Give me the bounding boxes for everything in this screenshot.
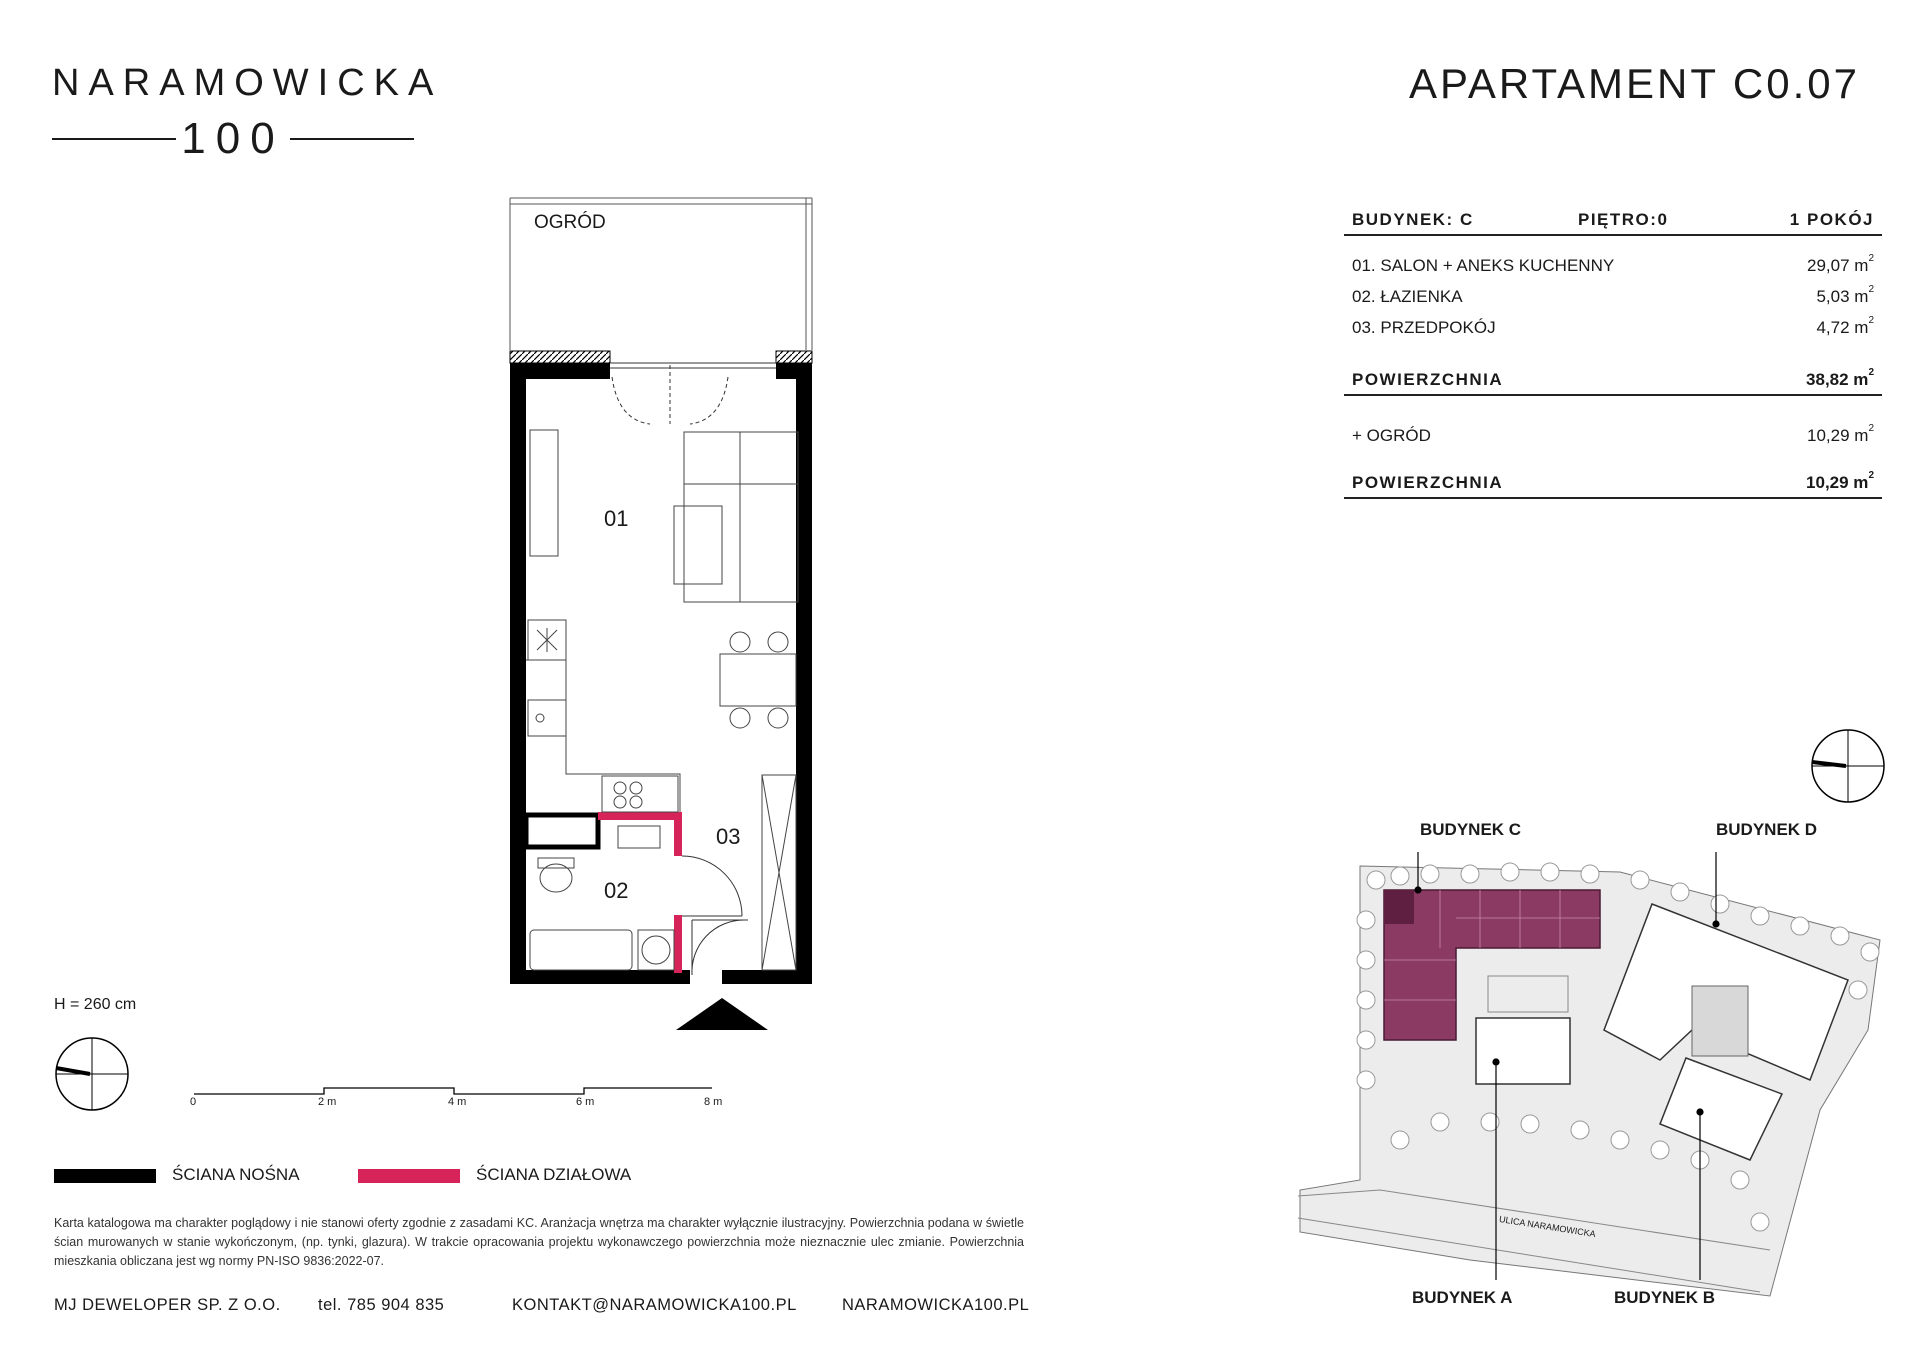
phone-link[interactable]: tel. 785 904 835 — [318, 1296, 445, 1314]
legend-load-bearing: ŚCIANA NOŚNA — [172, 1165, 300, 1184]
partition-swatch — [358, 1169, 460, 1183]
company-name: MJ DEWELOPER SP. Z O.O. — [54, 1296, 281, 1314]
building-label: BUDYNEK: C — [1352, 210, 1474, 229]
compass-icon — [56, 1038, 128, 1110]
site-label-building-d: BUDYNEK D — [1716, 820, 1818, 839]
scale-label: 4 m — [448, 1096, 467, 1108]
room-label-02: 02 — [604, 878, 629, 903]
scale-label: 8 m — [704, 1096, 723, 1108]
room-name: 02. ŁAZIENKA — [1352, 287, 1463, 306]
garden-total-area: 10,29 $m^2$ — [1806, 470, 1874, 492]
street-label: ULICA NARAMOWICKA — [1498, 1214, 1597, 1240]
brand-name: NARAMOWICKA — [52, 62, 443, 104]
email-link[interactable]: KONTAKT@NARAMOWICKA100.PL — [512, 1296, 797, 1314]
load-bearing-swatch — [54, 1169, 156, 1183]
room-area: 4,72 $m^2$ — [1816, 315, 1874, 337]
load-bearing-walls — [510, 351, 812, 984]
garden-label: + OGRÓD — [1352, 426, 1431, 445]
apartment-title: APARTAMENT C0.07 — [1408, 60, 1860, 107]
scale-label: 0 — [190, 1096, 197, 1108]
website-link[interactable]: NARAMOWICKA100.PL — [842, 1296, 1030, 1314]
entrance-arrow-icon — [676, 998, 768, 1030]
garden-total-label: POWIERZCHNIA — [1352, 473, 1504, 492]
scale-bar — [194, 1088, 712, 1094]
disclaimer: Karta katalogowa ma charakter poglądowy i nie stanowi oferty zgodnie z zasadami KC. Aranżacja wnętrza ma charakter wyłącznie ilustracyjny. Powierzchnia podana w świetle ścian murowanych w stanie wykończonym, (np. tynki, glazura). W trakcie opracowania projektu wykonawczego powierzchnia może nieznacznie ulec zmianie. Powierzchnia mieszkania obliczana jest wg normy PN-ISO 9836:2022-07. — [54, 1216, 1024, 1268]
room-name: 03. PRZEDPOKÓJ — [1352, 318, 1496, 337]
room-name: 01. SALON + ANEKS KUCHENNY — [1352, 256, 1615, 275]
room-area: 29,07 $m^2$ — [1807, 253, 1874, 275]
room-label-03: 03 — [716, 824, 741, 849]
total-label: POWIERZCHNIA — [1352, 370, 1504, 389]
site-label-building-a: BUDYNEK A — [1412, 1288, 1513, 1307]
furniture — [526, 430, 798, 970]
floor-label: PIĘTRO:0 — [1578, 210, 1669, 229]
room-label-01: 01 — [604, 506, 629, 531]
door-swings — [612, 365, 748, 975]
garden-label: OGRÓD — [534, 212, 606, 233]
total-area: 38,82 $m^2$ — [1806, 367, 1874, 389]
brand-number-text: 100 — [181, 114, 285, 163]
scale-label: 6 m — [576, 1096, 595, 1108]
ceiling-height: H = 260 cm — [54, 996, 137, 1013]
compass-icon — [1812, 730, 1884, 802]
legend-partition: ŚCIANA DZIAŁOWA — [476, 1165, 632, 1184]
scale-label: 2 m — [318, 1096, 337, 1108]
room-area: 5,03 $m^2$ — [1816, 284, 1874, 306]
garden-area: 10,29 $m^2$ — [1807, 423, 1874, 445]
site-label-building-b: BUDYNEK B — [1614, 1288, 1716, 1307]
rooms-label: 1 POKÓJ — [1789, 210, 1874, 229]
site-label-building-c: BUDYNEK C — [1420, 820, 1522, 839]
